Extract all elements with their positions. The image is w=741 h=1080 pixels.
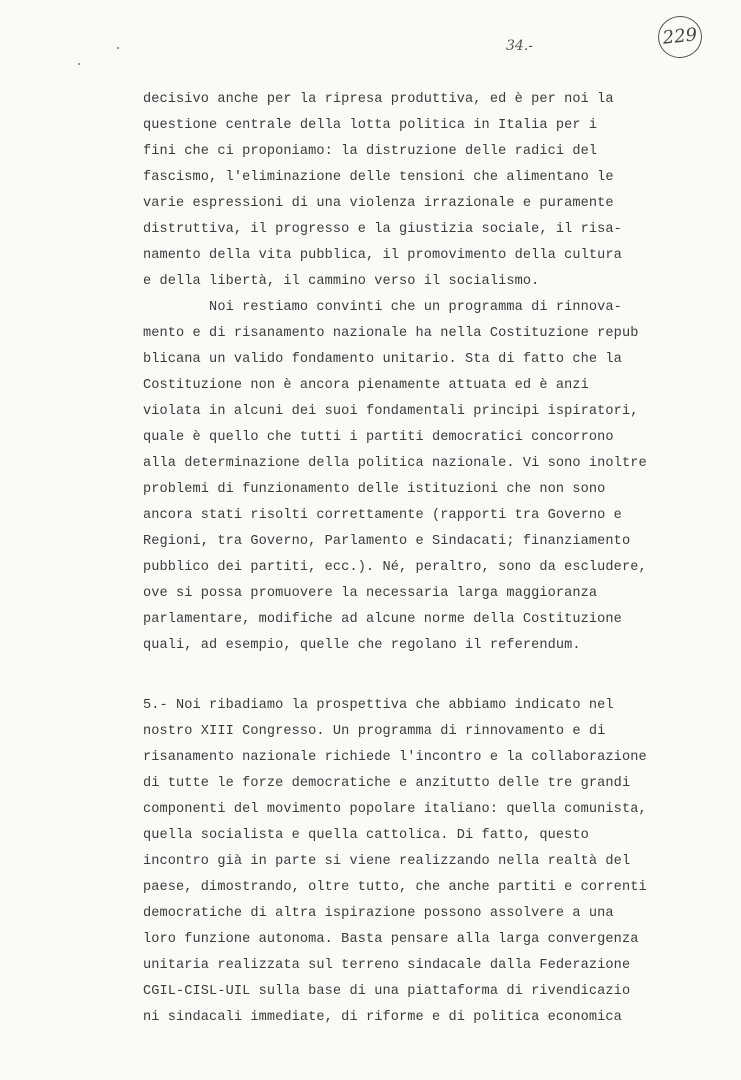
text-line: nostro XIII Congresso. Un programma di rinnovamento e di xyxy=(143,724,606,739)
text-line: namento della vita pubblica, il promovimento della cultura xyxy=(143,248,622,263)
text-line: fascismo, l'eliminazione delle tensioni che alimentano le xyxy=(143,170,614,185)
text-line: incontro già in parte si viene realizzando nella realtà del xyxy=(143,854,631,869)
text-line: distruttiva, il progresso e la giustizia sociale, il risa- xyxy=(143,222,622,237)
archive-number-stamp: 229 xyxy=(656,14,704,60)
text-line: ancora stati risolti correttamente (rapporti tra Governo e xyxy=(143,508,622,523)
text-line: quali, ad esempio, quelle che regolano il referendum. xyxy=(143,638,581,653)
text-line: Costituzione non è ancora pienamente attuata ed è anzi xyxy=(143,378,589,393)
text-line: loro funzione autonoma. Basta pensare alla larga convergenza xyxy=(143,932,639,947)
text-line: componenti del movimento popolare italiano: quella comunista, xyxy=(143,802,647,817)
scan-speck xyxy=(78,63,80,65)
text-line: decisivo anche per la ripresa produttiva, ed è per noi la xyxy=(143,92,614,107)
text-line: Regioni, tra Governo, Parlamento e Sindacati; finanziamento xyxy=(143,534,631,549)
page-number: 34.- xyxy=(506,38,533,54)
text-line: varie espressioni di una violenza irrazionale e puramente xyxy=(143,196,614,211)
text-line: Noi restiamo convinti che un programma di rinnova- xyxy=(143,300,622,315)
text-line: di tutte le forze democratiche e anzitutto delle tre grandi xyxy=(143,776,631,791)
text-line: parlamentare, modifiche ad alcune norme della Costituzione xyxy=(143,612,622,627)
text-line: risanamento nazionale richiede l'incontro e la collaborazione xyxy=(143,750,647,765)
text-line: questione centrale della lotta politica in Italia per i xyxy=(143,118,598,133)
text-line: paese, dimostrando, oltre tutto, che anche partiti e correnti xyxy=(143,880,647,895)
text-line: unitaria realizzata sul terreno sindacale dalla Federazione xyxy=(143,958,631,973)
text-line: quella socialista e quella cattolica. Di fatto, questo xyxy=(143,828,589,843)
text-line: democratiche di altra ispirazione possono assolvere a una xyxy=(143,906,614,921)
text-line: e della libertà, il cammino verso il socialismo. xyxy=(143,274,540,289)
text-line: mento e di risanamento nazionale ha nella Costituzione repub xyxy=(143,326,639,341)
text-line: problemi di funzionamento delle istituzioni che non sono xyxy=(143,482,606,497)
text-line: blicana un valido fondamento unitario. Sta di fatto che la xyxy=(143,352,622,367)
text-line: CGIL-CISL-UIL sulla base di una piattaforma di rivendicazio xyxy=(143,984,631,999)
text-line: violata in alcuni dei suoi fondamentali principi ispiratori, xyxy=(143,404,639,419)
text-line: pubblico dei partiti, ecc.). Né, peraltro, sono da escludere, xyxy=(143,560,647,575)
text-line: quale è quello che tutti i partiti democratici concorrono xyxy=(143,430,614,445)
scan-speck xyxy=(117,47,119,49)
text-line: ove si possa promuovere la necessaria larga maggioranza xyxy=(143,586,598,601)
text-line: 5.- Noi ribadiamo la prospettiva che abbiamo indicato nel xyxy=(143,698,614,713)
text-line: ni sindacali immediate, di riforme e di politica economica xyxy=(143,1010,622,1025)
text-line: fini che ci proponiamo: la distruzione delle radici del xyxy=(143,144,598,159)
text-line: alla determinazione della politica nazionale. Vi sono inoltre xyxy=(143,456,647,471)
